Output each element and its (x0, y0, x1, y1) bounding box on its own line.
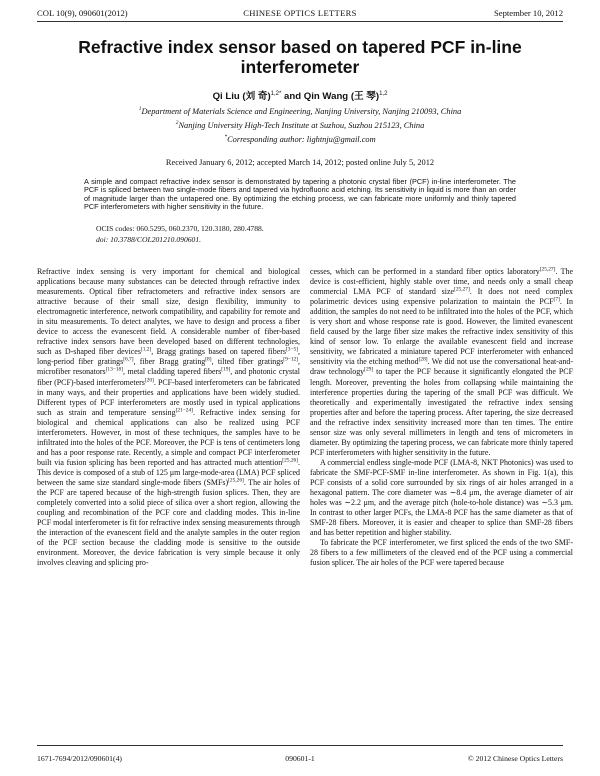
citation: [25,27] (539, 266, 556, 273)
journal-name: CHINESE OPTICS LETTERS (243, 8, 357, 18)
citation: [20] (144, 376, 154, 383)
citation: [25,26] (228, 477, 244, 484)
left-paragraph: Refractive index sensing is very important for chemical and biological applications because many substances can be detected through refractive index measurements. Optical fiber refractometers and refractive index sensors are attractive because of their small size, design flexibility, immunity to electromagnetic interference, network compatibility, and capability for remote and in situ measurements. To detect analytes, we have to design and process a fiber device to access the evanescent field. A considerable number of fiber-based refractive index sensors have been developed based on different technologies, such as D-shaped fiber devices[1,2], Bragg gratings based on tapered fibers[3−5], long-period fiber gratings[6,7], fiber Bragg grating[8], tilted fiber gratings[9−12], microfiber resonators[13−18], metal cladding tapered fibers[19], and photonic crystal fiber (PCF)-based interferometers[20]. PCF-based interferometers can be fabricated in many ways, and their properties and applications have been widely studied. Different types of PCF interferometers are mostly used in typical applications such as strain and temperature sensing[21−24]. Refractive index sensing for biological and chemical applications can also be realized using PCF interferometers. However, in most of these techniques, the samples have to be infiltrated into the holes of the PCF. Moreover, the PCF is tens of centimeters long and has a poor response rate. Recently, a simple and compact PCF interferometer built via fusion splicing has been reported and has attracted much attention[25,26]. This device is composed of a stub of 125 μm large-mode-area (LMA) PCF spliced between the same size standard single-mode fibers (SMFs)[25,26]. The air holes of the PCF are tapered because of the high-strength fusion splices. Then, they are completely converted into a solid piece of silica over a short region, allowing the coupling and recombination of the PCF core and cladding modes. This in-line PCF modal interferometer is fit for refractive index sensing measurements through the interaction of the evanescent field and the analyte samples in the outer region of the PCF section because the cladding mode is sensitive to the outside environment. Moreover, the device fabrication is very simple because it only involves cleaving and splicing pro- (37, 267, 301, 568)
citation: [25,27] (454, 286, 470, 293)
journal-issue: COL 10(9), 090601(2012) (37, 8, 128, 18)
author-1: Qi Liu (刘 奇) (212, 91, 271, 102)
citation: [28] (418, 356, 428, 363)
affiliation-2 (40, 120, 560, 130)
corresponding-mark: * (224, 134, 228, 140)
citation: [25,26] (282, 457, 299, 464)
corresponding-email: Corresponding author: lightnju@gmail.com (227, 134, 376, 144)
doi: doi: 10.3788/COL201210.090601. (96, 235, 202, 244)
affiliation-2-text: Nanjing University High-Tech Institute at Suzhou, Suzhou 215123, China (178, 120, 425, 130)
issue-date: September 10, 2012 (494, 8, 563, 18)
paper-title (40, 37, 560, 77)
citation: [29] (364, 366, 374, 373)
header-rule (37, 21, 563, 22)
title-line-2: interferometer (240, 57, 360, 77)
affiliation-2-mark: 2 (175, 120, 179, 126)
affiliation-1-text: Department of Materials Science and Engineering, Nanjing University, Nanjing 210093, China (141, 106, 462, 116)
citation: [13−18] (105, 366, 124, 373)
citation: [21−24] (175, 407, 193, 414)
citation: [9−12] (283, 356, 299, 363)
running-header (37, 8, 563, 20)
citation: [19] (221, 366, 231, 373)
right-paragraph-1: cesses, which can be performed in a standard fiber optics laboratory[25,27]. The device is cost-efficient, highly stable over time, and needs only a small cheap commercial LMA PCF of standard size[25,27]. It does not need complex polarimetric devices using expensive polarization to maintain the PCF[7]. In addition, the samples do not need to be infiltrated into the holes of the PCF, which is very short and whose response rate is good. However, the limited evanescent field caused by the large fiber size makes the refractive index sensitivity of this kind of sensor low. To enlarge the available evanescent field and increase sensitivity, we fabricated a miniature tapered PCF interferometer with enhanced sensitivity via the etching method[28]. We did not use the conversational heat-and-draw technology[29] to taper the PCF because it significantly elongated the PCF length. Moreover, preventing the holes from collapsing while maintaining the interference properties during the tapering of the small PCF was difficult. We theoretically and experimentally investigated the refractive index sensing properties after and before the tapering process. After tapering, the size decreased and the refractive index sensitivity increased more than ten times. The entire sensor size was only several millimeters in length and tens of micrometers in diameter. By optimizing the tapering process, we can fabricate more thinly tapered PCF interferometers with higher sensitivity in the future. (310, 266, 573, 457)
citation: [6,7] (123, 356, 134, 363)
page-footer (37, 754, 563, 766)
affiliation-1 (40, 106, 560, 116)
citation: [3−5] (285, 346, 299, 353)
author-1-affiliation: 1,2* (270, 90, 282, 97)
publication-dates: Received January 6, 2012; accepted March 14, 2012; posted online July 5, 2012 (165, 158, 435, 167)
corresponding-author (40, 134, 560, 144)
ocis-codes: OCIS codes: 060.5295, 060.2370, 120.3180, 280.4788. (96, 224, 264, 233)
right-paragraph-2: A commercial endless single-mode PCF (LMA-8, NKT Photonics) was used to fabricate the SMF-PCF-SMF in-line interferometer. As shown in Fig. 1(a), this PCF consists of a solid core surrounded by six rings of air holes arranged in a hexagonal pattern. The core diameter was ∼8.4 μm, the average diameter of air holes was ∼2.2 μm, and the average pitch (hole-to-hole distance) was ∼5.3 μm. In contrast to other larger PCFs, the LMA-8 PCF has the same diameter as that of SMF-28 fibers. Moreover, it is easier and cheaper to splice than SMF-28 fibers and has better repetition and higher stability. (310, 457, 573, 538)
left-column (37, 267, 300, 568)
affiliation-1-mark: 1 (138, 106, 142, 112)
author-list (40, 88, 560, 102)
author-2-affiliation: 1,2 (379, 90, 388, 97)
title-line-1: Refractive index sensor based on tapered PCF in-line (78, 37, 522, 57)
citation: [7] (553, 296, 560, 303)
citation: [8] (205, 356, 212, 363)
footer-rule (37, 745, 563, 746)
author-joiner: and (281, 91, 304, 102)
copyright: © 2012 Chinese Optics Letters (467, 754, 563, 763)
right-column (310, 267, 573, 568)
page-number: 090601-1 (285, 754, 315, 763)
citation: [1,2] (140, 346, 152, 353)
abstract: A simple and compact refractive index sensor is demonstrated by tapering a photonic crystal fiber (PCF) in-line interferometer. The PCF is spliced between two single-mode fibers and tapered via hydrofluoric acid etching. Its sensitivity in liquid is more than an order of magnitude larger than the untapered one. By optimizing the etching process, we can fabricate more uniformly and thinly tapered PCF interferometers with higher sensitivity in the future. (84, 177, 516, 212)
right-paragraph-3: To fabricate the PCF interferometer, we first spliced the ends of the two SMF-28 fibers to a few millimeters of the cleaved end of the PCF using a commercial fusion splicer. The air holes of the PCF were tapered because (310, 538, 573, 568)
author-2: Qin Wang (王 琴) (303, 91, 380, 102)
issn: 1671-7694/2012/090601(4) (37, 754, 122, 763)
